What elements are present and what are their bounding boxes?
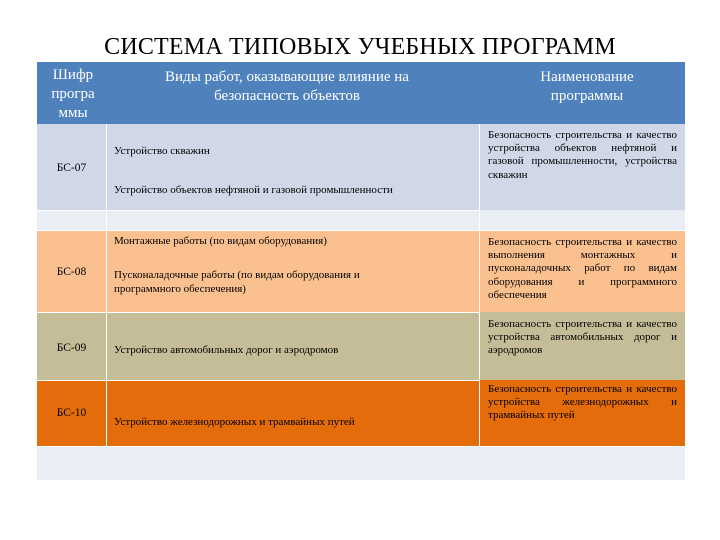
- empty-row: [37, 446, 685, 480]
- row-bs09-work-1: Устройство автомобильных дорог и аэродромов: [114, 344, 339, 356]
- page-title: СИСТЕМА ТИПОВЫХ УЧЕБНЫХ ПРОГРАММ: [104, 34, 616, 60]
- grid-line: [37, 230, 685, 231]
- row-bs07-work-2: Устройство объектов нефтяной и газовой промышленности: [114, 184, 393, 196]
- grid-line: [106, 124, 107, 446]
- row-bs07-code: БС-07: [56, 162, 87, 174]
- row-bs08-work-2: Пусконаладочные работы (по видам оборудования и программного обеспечения): [114, 269, 360, 295]
- row-bs09-code: БС-09: [56, 342, 87, 354]
- header-works: Виды работ, оказывающие влияние на безопасность объектов: [165, 69, 409, 104]
- grid-line: [37, 380, 479, 381]
- grid-line: [479, 124, 480, 446]
- header-code: Шифр програ ммы: [51, 67, 95, 121]
- row-bs08-work-1: Монтажные работы (по видам оборудования): [114, 235, 327, 247]
- grid-line: [37, 312, 479, 313]
- grid-line: [37, 446, 685, 447]
- row-bs10-work-1: Устройство железнодорожных и трамвайных путей: [114, 416, 355, 428]
- row-bs10-code: БС-10: [56, 407, 87, 419]
- row-bs08-code: БС-08: [56, 266, 87, 278]
- grid-line: [37, 210, 479, 211]
- row-bs07-work-1: Устройство скважин: [114, 145, 210, 157]
- row-bs10-program: Безопасность строительства и качество устройства железнодорожных и трамвайных путей: [488, 383, 677, 422]
- row-bs09-program: Безопасность строительства и качество устройства автомобильных дорог и аэродромов: [488, 318, 677, 357]
- row-bs07-program: Безопасность строительства и качество устройства объектов нефтяной и газовой промышленности, устройства скважин: [488, 129, 677, 181]
- header-program: Наименование программы: [540, 69, 634, 104]
- spacer-row: [37, 210, 685, 230]
- programs-table: [37, 62, 685, 480]
- row-bs08-program: Безопасность строительства и качество выполнения монтажных и пусконаладочных работ по видам оборудования и программного обеспечения: [488, 236, 677, 301]
